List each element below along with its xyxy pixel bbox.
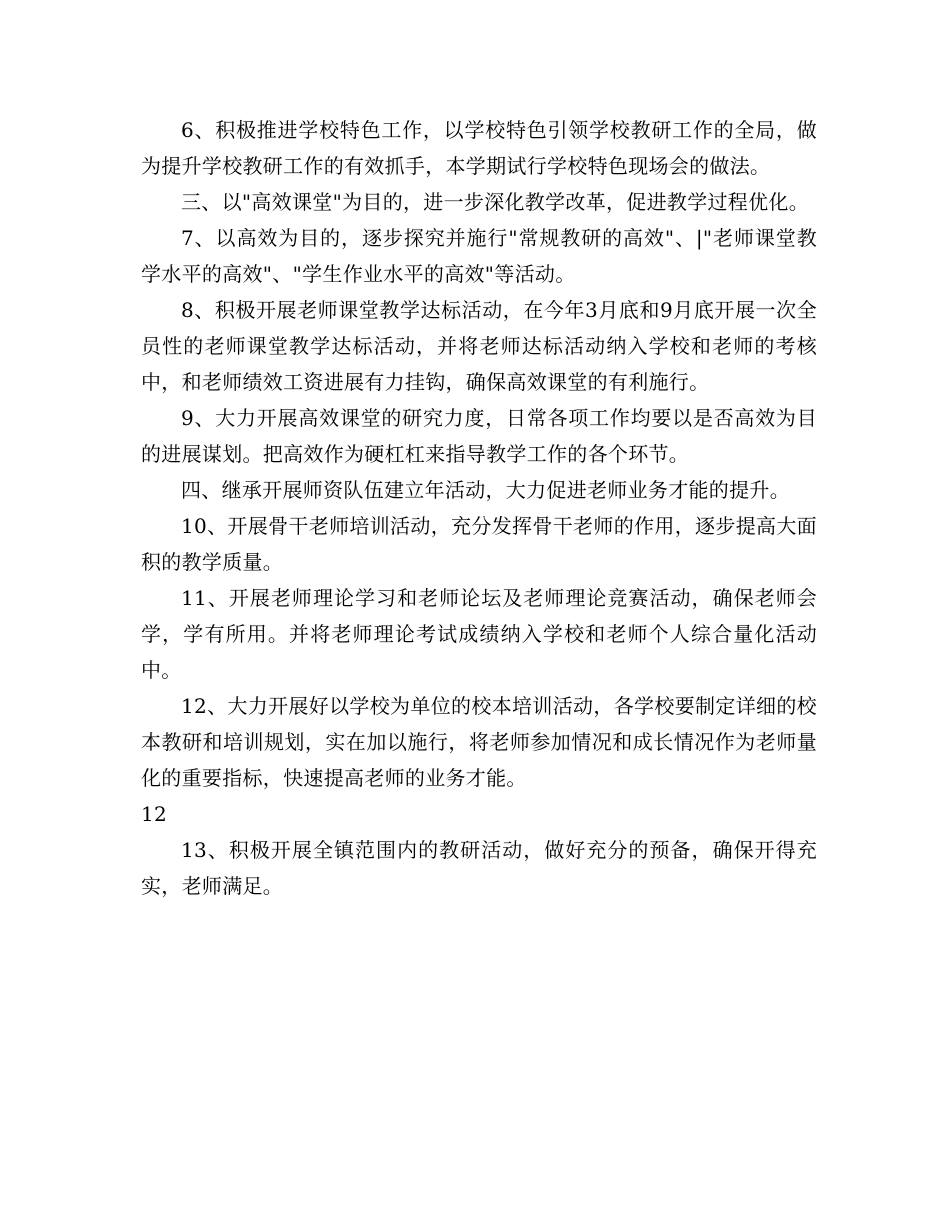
page-number: 12	[141, 802, 168, 826]
document-body	[141, 112, 817, 904]
paragraph-10: 10、开展骨干老师培训活动，充分发挥骨干老师的作用，逐步提高大面积的教学质量。	[141, 514, 817, 574]
paragraph-13: 13、积极开展全镇范围内的教研活动，做好充分的预备，确保开得充实，老师满足。	[141, 838, 817, 898]
paragraph-12: 12、大力开展好以学校为单位的校本培训活动，各学校要制定详细的校本教研和培训规划，实在加以施行，将老师参加情况和成长情况作为老师量化的重要指标，快速提高老师的业务才能。	[141, 694, 817, 790]
paragraph-6: 6、积极推进学校特色工作，以学校特色引领学校教研工作的全局，做为提升学校教研工作的有效抓手，本学期试行学校特色现场会的做法。	[141, 118, 817, 178]
section-heading-4: 四、继承开展师资队伍建立年活动，大力促进老师业务才能的提升。	[181, 478, 790, 502]
paragraph-8: 8、积极开展老师课堂教学达标活动，在今年3月底和9月底开展一次全员性的老师课堂教学达标活动，并将老师达标活动纳入学校和老师的考核中，和老师绩效工资进展有力挂钩，确保高效课堂的有利施行。	[141, 298, 817, 394]
paragraph-9: 9、大力开展高效课堂的研究力度，日常各项工作均要以是否高效为目的进展谋划。把高效作为硬杠杠来指导教学工作的各个环节。	[141, 406, 817, 466]
section-heading-3: 三、以"高效课堂"为目的，进一步深化教学改革，促进教学过程优化。	[181, 190, 809, 214]
paragraph-7: 7、以高效为目的，逐步探究并施行"常规教研的高效"、|"老师课堂教学水平的高效"、"学生作业水平的高效"等活动。	[141, 226, 817, 286]
paragraph-11: 11、开展老师理论学习和老师论坛及老师理论竞赛活动，确保老师会学，学有所用。并将老师理论考试成绩纳入学校和老师个人综合量化活动中。	[141, 586, 817, 682]
